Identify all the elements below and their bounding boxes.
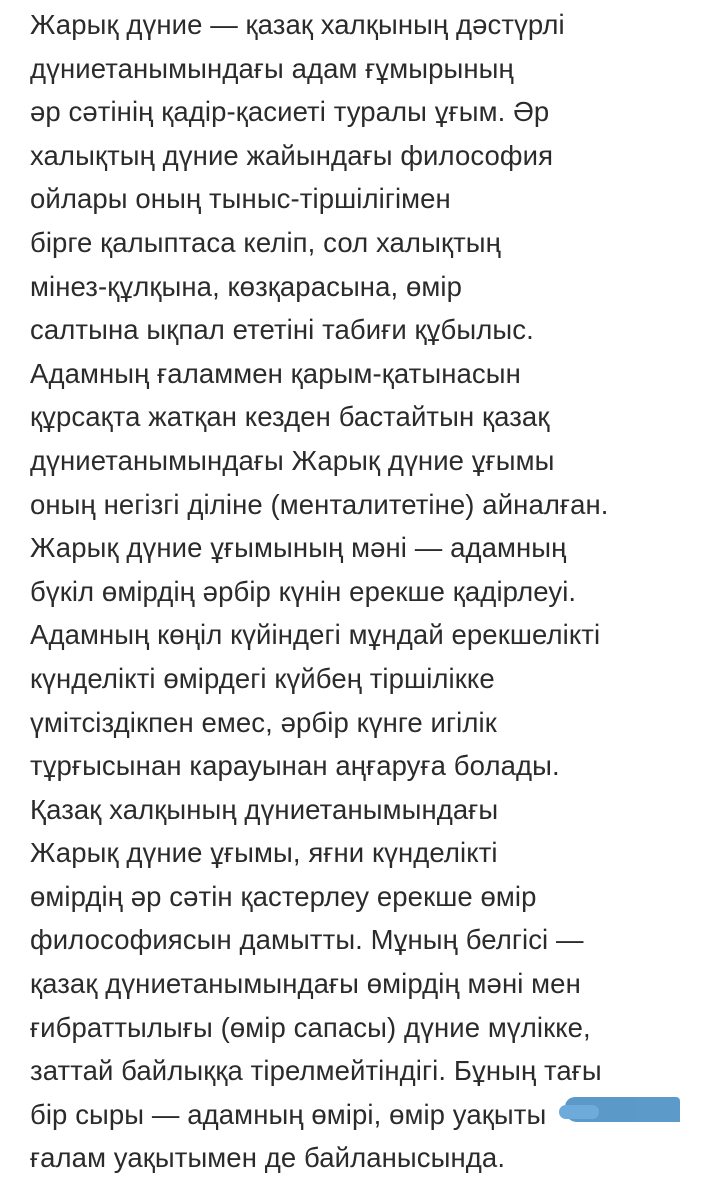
text-line: ғалам уақытымен де байланысында. bbox=[30, 1142, 506, 1174]
text-line: мінез-құлқына, көзқарасына, өмір bbox=[30, 270, 462, 302]
text-line: салтына ықпал ететіні табиғи құбылыс. bbox=[30, 314, 534, 346]
text-line: оның негізгі діліне (менталитетіне) айналған. bbox=[30, 488, 609, 520]
redaction-mark bbox=[565, 1097, 680, 1122]
text-line: Жарық дүние ұғымы, яғни күнделікті bbox=[30, 837, 498, 869]
text-line: Жарық дүние — қазақ халқының дәстүрлі bbox=[30, 9, 565, 40]
text-line: күнделікті өмірдегі күйбең тіршілікке bbox=[30, 662, 495, 694]
text-line: үмітсіздікпен емес, әрбір күнге игілік bbox=[30, 706, 497, 738]
text-line: тұрғысынан карауынан аңғаруға болады. bbox=[30, 750, 560, 782]
text-line: дүниетанымындағы Жарық дүние ұғымы bbox=[30, 444, 555, 476]
text-line: қазақ дүниетанымындағы өмірдің мәні мен bbox=[30, 968, 581, 1000]
text-line: Қазақ халқының дүниетанымындағы bbox=[30, 793, 499, 825]
text-line: өмірдің әр сәтін қастерлеу ерекше өмір bbox=[30, 880, 537, 912]
text-line: Адамның көңіл күйіндегі мұндай ерекшелікті bbox=[30, 619, 601, 651]
text-line: Жарық дүние ұғымының мәні — адамның bbox=[30, 532, 567, 564]
text-line: дүниетанымындағы адам ғұмырының bbox=[30, 52, 514, 84]
article-text bbox=[30, 0, 720, 1180]
text-line: бір сыры — адамның өмірі, өмір уақыты bbox=[30, 1098, 547, 1130]
text-line: құрсақта жатқан кезден бастайтын қазақ bbox=[30, 401, 550, 433]
text-line: ойлары оның тыныс-тіршілігімен bbox=[30, 183, 451, 215]
text-line: Адамның ғаламмен қарым-қатынасын bbox=[30, 357, 521, 389]
text-line: халықтың дүние жайындағы философия bbox=[30, 139, 554, 171]
text-line: заттай байлыққа тірелмейтіндігі. Бұның тағы bbox=[30, 1055, 602, 1087]
text-line: бүкіл өмірдің әрбір күнін ерекше қадірлеуі. bbox=[30, 575, 577, 607]
text-line: әр сәтінің қадір-қасиеті туралы ұғым. Әр bbox=[30, 96, 550, 128]
text-line: бірге қалыптаса келіп, сол халықтың bbox=[30, 226, 501, 258]
text-line: ғибраттылығы (өмір сапасы) дүние мүлікке, bbox=[30, 1011, 591, 1043]
text-line: философиясын дамытты. Мұның белгісі — bbox=[30, 924, 584, 956]
